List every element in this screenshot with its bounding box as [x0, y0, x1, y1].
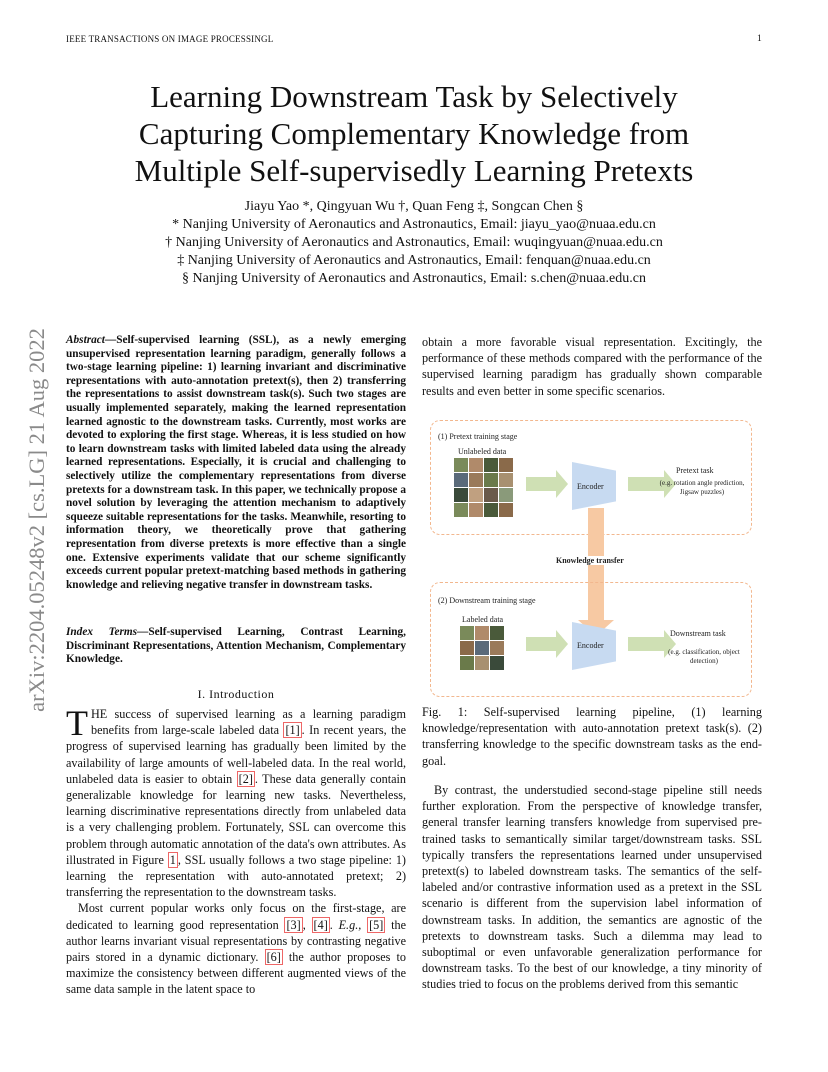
paper-title [60, 78, 768, 189]
arrow-right [526, 477, 556, 491]
intro-text: , SSL usually follows a two stage pipeline: 1) learning the representation with auto-annotated pretext; 2) transferring the representation to the downstream tasks. [66, 852, 406, 900]
abstract-label: Abstract [66, 334, 105, 346]
image-thumbnail [460, 656, 474, 670]
figure-caption: Fig. 1: Self-supervised learning pipeline, (1) learning knowledge/representation with auto-annotation pretext task(s). (2) transferring knowledge to the specific downstream tasks as the end-goal. [422, 705, 762, 768]
index-terms-text: —Self-supervised Learning, Contrast Learning, Discriminant Representations, Attention Mechanism, Complementary Knowledge. [66, 626, 406, 666]
encoder-label: Encoder [577, 482, 604, 491]
intro-text: the author learns invariant visual representations by contrasting negative pairs stored in a dynamic dictionary. [66, 917, 406, 965]
image-thumbnail [460, 626, 474, 640]
title-line: Learning Downstream Task by Selectively [150, 79, 678, 114]
image-thumbnail [475, 626, 489, 640]
drop-cap: T [66, 703, 88, 743]
citation-link[interactable]: [2] [238, 771, 253, 786]
image-thumbnail [484, 503, 498, 517]
image-thumbnail [475, 656, 489, 670]
index-terms-label: Index Terms [66, 626, 138, 638]
arxiv-identifier-text: arXiv:2204.05248v2 [cs.LG] 21 Aug 2022 [24, 328, 49, 712]
index-terms [66, 626, 406, 667]
affiliation: * Nanjing University of Aeronautics and Astronautics, Email: jiayu_yao@nuaa.edu.cn [172, 217, 656, 232]
intro-text: HE success of supervised learning as a learning paradigm benefits from large-scale labeled data [91, 707, 406, 738]
figure-pipeline [430, 420, 752, 697]
stage1-label: (1) Pretext training stage [438, 432, 518, 441]
intro-text: . These data generally contain generalizable knowledge for learning new tasks. Nevertheless, learning discriminative representations directly from unlabeled data is a very challenging problem. Fortunately, SSL can overcome this problem through automatic annotation of the data's own attributes. As illustrated in Figure [66, 771, 406, 867]
separator: , [302, 917, 312, 932]
image-thumbnail [454, 473, 468, 487]
knowledge-transfer-label: Knowledge transfer [556, 556, 624, 565]
citation-link[interactable]: [4] [313, 917, 328, 932]
stage2-label: (2) Downstream training stage [438, 596, 536, 605]
section-heading: I. Introduction [197, 687, 275, 701]
image-thumbnail [484, 458, 498, 472]
right-column-intro: obtain a more favorable visual representation. Excitingly, the performance of these methods compared with the performance of the supervised learning paradigm has gradually shown comparable results and even better in some specific scenarios. [422, 335, 762, 398]
pretext-examples: (e.g. rotation angle prediction, Jigsaw puzzles) [659, 479, 745, 496]
image-thumbnail [469, 473, 483, 487]
title-line: Capturing Complementary Knowledge from [138, 116, 690, 151]
image-thumbnail [475, 641, 489, 655]
separator: . [329, 917, 339, 932]
image-thumbnail [499, 458, 513, 472]
image-thumbnail [454, 503, 468, 517]
labeled-label: Labeled data [462, 615, 504, 624]
intro-text: Most current popular works only focus on the first-stage, are dedicated to learning good representation [66, 901, 406, 932]
abstract [66, 334, 406, 592]
arrow-right [628, 637, 664, 651]
image-thumbnail [499, 503, 513, 517]
image-thumbnail [454, 488, 468, 502]
figure-link[interactable]: 1 [169, 852, 176, 867]
citation-link[interactable]: [5] [369, 917, 384, 932]
affiliation: § Nanjing University of Aeronautics and Astronautics, Email: s.chen@nuaa.edu.cn [182, 271, 646, 286]
affiliation: ‡ Nanjing University of Aeronautics and Astronautics, Email: fenquan@nuaa.edu.cn [177, 253, 651, 268]
image-thumbnail [469, 503, 483, 517]
image-thumbnail [490, 656, 504, 670]
unlabeled-label: Unlabeled data [458, 447, 507, 456]
downstream-examples: (e.g. classification, object detection) [668, 648, 740, 665]
journal-header: IEEE TRANSACTIONS ON IMAGE PROCESSINGL [66, 34, 274, 44]
arrow-right [526, 637, 556, 651]
image-thumbnail [469, 458, 483, 472]
image-thumbnail [499, 488, 513, 502]
image-thumbnail [499, 473, 513, 487]
image-thumbnail [469, 488, 483, 502]
downstream-task-label: Downstream task [670, 629, 726, 638]
image-thumbnail [460, 641, 474, 655]
author-names: Jiayu Yao *, Qingyuan Wu †, Quan Feng ‡, Songcan Chen § [244, 199, 584, 214]
eg-text: E.g., [338, 917, 362, 932]
image-thumbnail [490, 641, 504, 655]
citation-link[interactable]: [3] [286, 917, 301, 932]
pretext-task-label: Pretext task [676, 466, 714, 475]
image-thumbnail [454, 458, 468, 472]
author-block [60, 198, 768, 288]
image-thumbnail [484, 473, 498, 487]
title-line: Multiple Self-supervisedly Learning Pretexts [134, 153, 694, 188]
intro-text: . In recent years, the progress of supervised learning has gradually been limited by the availability of large amounts of well-labeled data. In the real world, unlabeled data is easier to obtain [66, 723, 406, 786]
right-column-body: By contrast, the understudied second-stage pipeline still needs further exploration. From the perspective of knowledge transfer, general transfer learning transfers knowledge from supervised pre-trained tasks to semantically similar target/downstream tasks. SSL typically transfers the representations learned under unsupervised pretext(s) to labeled downstream tasks. The semantics of the self-labeled and/or contrastive information used as a pretext in the SSL scenario is different from the supervision label information of downstream tasks. In addition, the semantics are agnostic of the pretexts to downstream tasks. Such a dilemma may lead to suboptimal or even unfavorable generalization performance for downstream tasks. To the best of our knowledge, a tiny minority of studies tried to focus on the problems derived from this semantic [422, 783, 762, 992]
encoder-label: Encoder [577, 641, 604, 650]
page-number: 1 [757, 34, 762, 44]
image-thumbnail [484, 488, 498, 502]
image-thumbnail [490, 626, 504, 640]
abstract-text: —Self-supervised learning (SSL), as a newly emerging unsupervised representation learning paradigm, generally follows a two-stage learning pipeline: 1) learning invariant and discriminative representations with auto-annotation pretext(s), then 2) transferring the representations to assist downstream task(s). Such two stages are usually implemented separately, making the learned representation learned agnostic to the downstream tasks. Currently, most works are devoted to exploring the first stage. Whereas, it is less studied on how to learn downstream tasks with limited labeled data using the already learned representations. Especially, it is crucial and challenging to selectively utilize the complementary representations from diverse pretexts for a downstream task. In this paper, we technically propose a novel solution by leveraging the attention mechanism to adaptively squeeze suitable representations for the tasks. Meanwhile, resorting to information theory, we theoretically prove that gathering representation from diverse pretexts is more effective than a single one. Extensive experiments validate that our scheme significantly exceeds current popular pretext-matching based methods in gathering knowledge and relieving negative transfer in downstream tasks. [66, 334, 406, 591]
affiliation: † Nanjing University of Aeronautics and Astronautics, Email: wuqingyuan@nuaa.edu.cn [165, 235, 663, 250]
citation-link[interactable]: [6] [266, 950, 281, 965]
intro-text: the author proposes to maximize the consistency between different augmented views of the same data sample in the latent space to [66, 950, 406, 997]
introduction-body [66, 703, 406, 998]
citation-link[interactable]: [1] [285, 723, 300, 738]
